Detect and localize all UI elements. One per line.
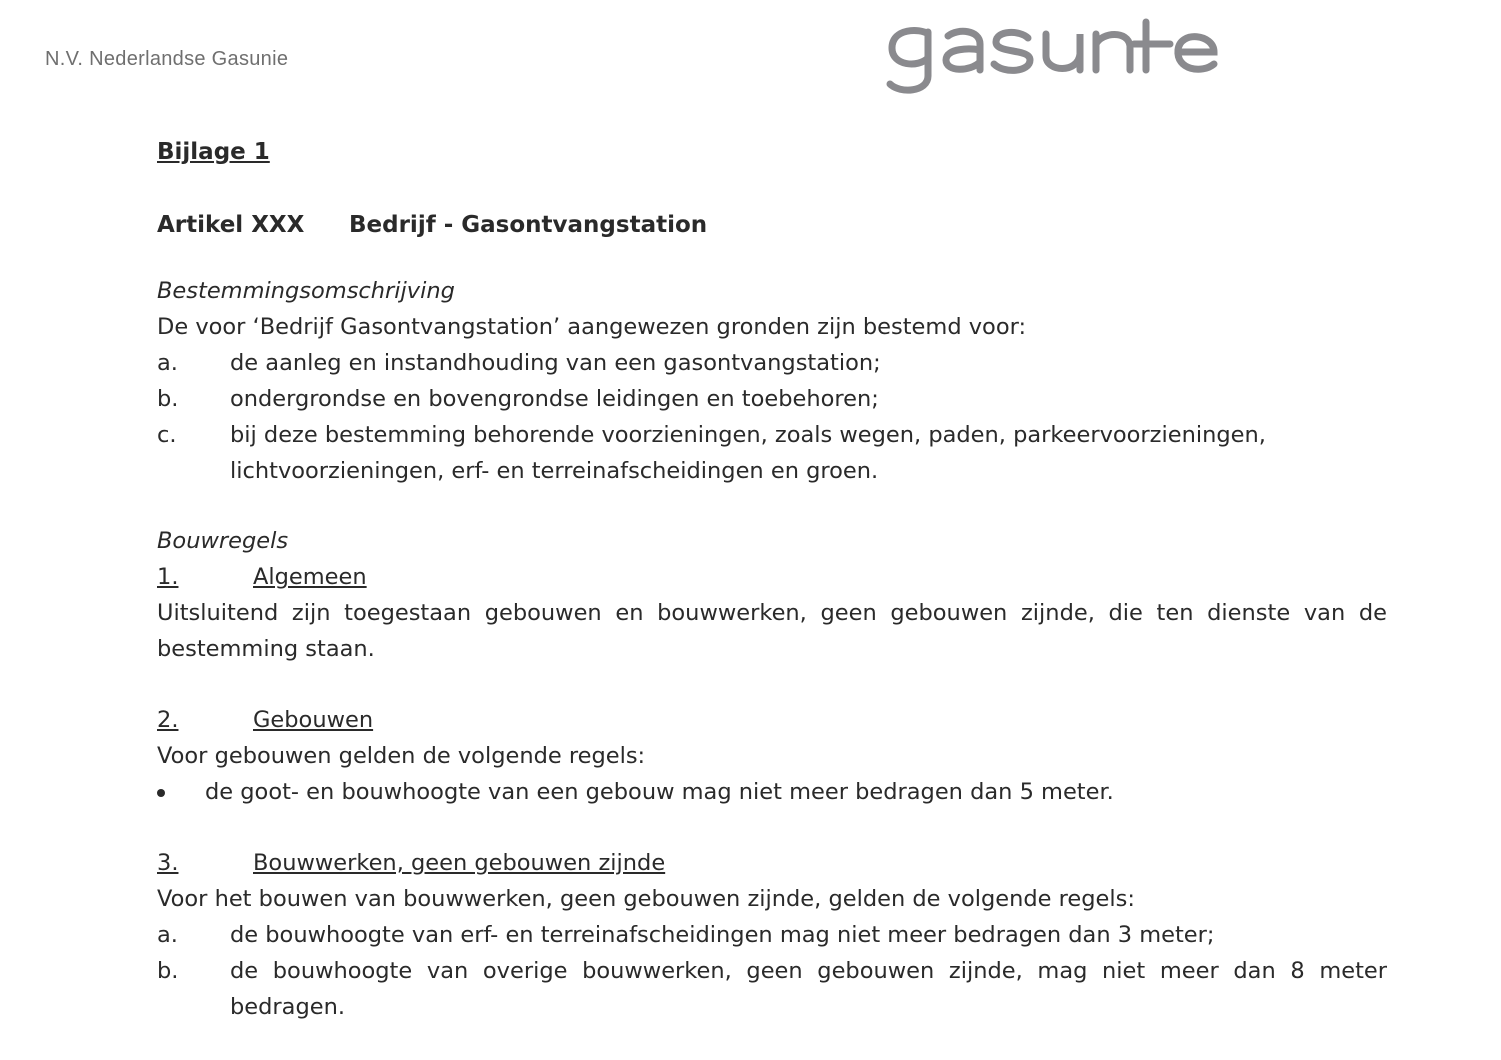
list-item — [157, 417, 1387, 489]
list-marker: c. — [157, 422, 177, 448]
subsection-title: Algemeen — [253, 564, 367, 590]
bouwwerken-list — [157, 917, 1387, 1025]
list-marker: a. — [157, 922, 178, 948]
subsection-heading-bouwwerken — [157, 845, 665, 881]
gebouwen-intro: Voor gebouwen gelden de volgende regels: — [157, 743, 646, 769]
subsection-number: 1. — [157, 564, 179, 590]
list-item — [157, 953, 1387, 1025]
bouwregels-heading: Bouwregels — [157, 528, 289, 554]
subsection-number: 3. — [157, 850, 179, 876]
bullet-icon — [157, 789, 165, 797]
bouwwerken-intro: Voor het bouwen van bouwwerken, geen gebouwen zijnde, gelden de volgende regels: — [157, 886, 1135, 912]
gebouwen-bullet-list — [157, 774, 1387, 810]
list-item-text: de bouwhoogte van erf- en terreinafscheidingen mag niet meer bedragen dan 3 meter; — [230, 922, 1215, 948]
bestemmingsomschrijving-heading: Bestemmingsomschrijving — [157, 278, 455, 304]
list-item — [157, 917, 1387, 953]
list-item-text: de bouwhoogte van overige bouwwerken, geen gebouwen zijnde, mag niet meer dan 8 meter bedragen. — [230, 958, 1387, 1020]
list-marker: a. — [157, 350, 178, 376]
artikel-number: Artikel XXX — [157, 212, 305, 238]
subsection-title: Gebouwen — [253, 707, 374, 733]
subsection-heading-algemeen — [157, 559, 367, 595]
bijlage-heading: Bijlage 1 — [157, 139, 270, 165]
list-item — [157, 381, 1387, 417]
list-item — [157, 345, 1387, 381]
algemeen-text: Uitsluitend zijn toegestaan gebouwen en bouwwerken, geen gebouwen zijnde, die ten dienste van de bestemming staan. — [157, 600, 1387, 662]
list-item — [157, 774, 1387, 810]
gasunie-logo — [880, 4, 1220, 100]
bestemming-intro: De voor ‘Bedrijf Gasontvangstation’ aangewezen gronden zijn bestemd voor: — [157, 314, 1027, 340]
artikel-title: Bedrijf - Gasontvangstation — [349, 212, 708, 238]
company-name: N.V. Nederlandse Gasunie — [45, 48, 289, 70]
subsection-title: Bouwwerken, geen gebouwen zijnde — [253, 850, 666, 876]
subsection-heading-gebouwen — [157, 702, 373, 738]
list-item-text: bij deze bestemming behorende voorzieningen, zoals wegen, paden, parkeervoorzieningen, lichtvoorzieningen, erf- en terreinafscheidingen en groen. — [230, 422, 1266, 484]
list-marker: b. — [157, 958, 179, 984]
list-item-text: ondergrondse en bovengrondse leidingen en toebehoren; — [230, 386, 879, 412]
artikel-heading — [157, 207, 707, 243]
bestemming-list — [157, 345, 1387, 489]
list-item-text: de aanleg en instandhouding van een gasontvangstation; — [230, 350, 881, 376]
list-item-text: de goot- en bouwhoogte van een gebouw mag niet meer bedragen dan 5 meter. — [205, 779, 1114, 805]
list-marker: b. — [157, 386, 179, 412]
subsection-number: 2. — [157, 707, 179, 733]
